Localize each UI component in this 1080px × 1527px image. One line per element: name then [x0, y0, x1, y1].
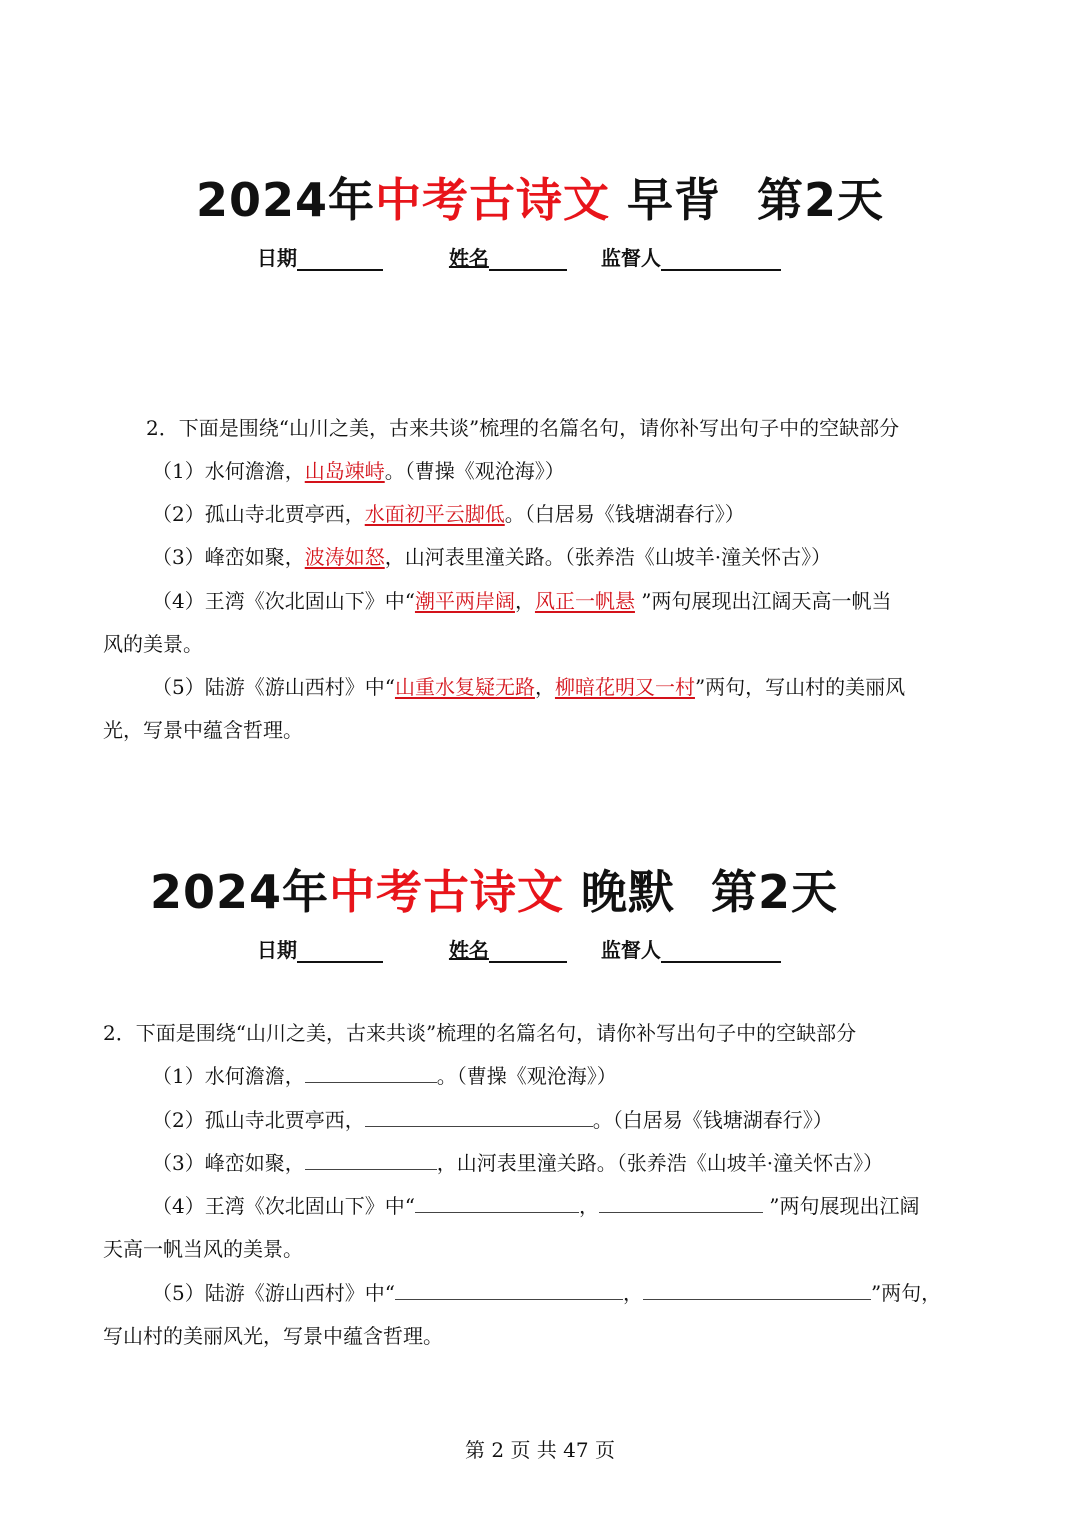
answer-blank[interactable]: [415, 1192, 579, 1213]
morning-item-1: [152, 457, 565, 485]
morning-item-5: [152, 673, 905, 701]
item-text: 。（白居易《钱塘湖春行》）: [592, 1108, 833, 1132]
item-text: ，山河表里潼关路。（张养浩《山坡羊·潼关怀古》）: [436, 1151, 884, 1175]
answer-text: 风正一帆悬: [534, 589, 635, 613]
item-text: （2）孤山寺北贾亭西，: [152, 502, 365, 526]
item-text: ”两句展现出江阔天高一帆当: [634, 589, 892, 613]
answer-blank[interactable]: [305, 1062, 437, 1083]
answer-text: 水面初平云脚低: [364, 502, 505, 526]
morning-title-red: 中考古诗文: [375, 173, 610, 227]
date-blank[interactable]: [297, 939, 383, 963]
answer-blank[interactable]: [305, 1149, 437, 1170]
item-text: （5）陆游《游山西村》中“: [152, 675, 395, 699]
morning-title-day: 第2天: [757, 173, 885, 227]
morning-title-year: 2024年: [195, 173, 375, 227]
item-text: 。（曹操《观沧海》）: [436, 1064, 617, 1088]
item-text: 。（白居易《钱塘湖春行》）: [504, 502, 745, 526]
evening-item-2: [152, 1106, 833, 1134]
answer-blank[interactable]: [365, 1106, 593, 1127]
evening-title-year: 2024年: [149, 865, 329, 919]
item-text: （4）王湾《次北固山下》中“: [152, 589, 415, 613]
supervisor-label: 监督人: [600, 246, 661, 270]
name-label: 姓名: [448, 246, 489, 270]
item-text: （3）峰峦如聚，: [152, 545, 305, 569]
item-text: （5）陆游《游山西村》中“: [152, 1281, 395, 1305]
morning-item-4: [152, 587, 892, 615]
item-text: （2）孤山寺北贾亭西，: [152, 1108, 365, 1132]
item-text: （1）水何澹澹，: [152, 459, 305, 483]
answer-blank[interactable]: [599, 1192, 763, 1213]
evening-title-mode: 晚默: [581, 865, 676, 919]
answer-text: 山重水复疑无路: [394, 675, 535, 699]
item-text: 。（曹操《观沧海》）: [384, 459, 565, 483]
evening-title-day: 第2天: [711, 865, 839, 919]
name-blank[interactable]: [489, 939, 567, 963]
supervisor-blank[interactable]: [661, 247, 781, 271]
answer-text: 柳暗花明又一村: [554, 675, 695, 699]
page-footer: 第 2 页 共 47 页: [465, 1438, 615, 1462]
name-label: 姓名: [448, 938, 489, 962]
item-text: ，: [622, 1281, 643, 1305]
answer-blank[interactable]: [643, 1279, 871, 1300]
item-text: （1）水何澹澹，: [152, 1064, 305, 1088]
answer-text: 潮平两岸阔: [414, 589, 515, 613]
item-text: ，: [534, 675, 555, 699]
name-blank[interactable]: [489, 247, 567, 271]
evening-question-intro: 2．下面是围绕“山川之美，古来共谈”梳理的名篇名句，请你补写出句子中的空缺部分: [103, 1021, 857, 1045]
morning-item-5-cont: 光，写景中蕴含哲理。: [103, 718, 303, 742]
evening-sign-row: [257, 934, 781, 963]
evening-item-1: [152, 1062, 617, 1090]
morning-title-mode: 早背: [627, 173, 722, 227]
answer-text: 波涛如怒: [304, 545, 385, 569]
answer-text: 山岛竦峙: [304, 459, 385, 483]
morning-item-3: [152, 543, 831, 571]
date-blank[interactable]: [297, 247, 383, 271]
item-text: ，: [514, 589, 535, 613]
supervisor-label: 监督人: [600, 938, 661, 962]
item-text: （4）王湾《次北固山下》中“: [152, 1194, 415, 1218]
morning-sign-row: [257, 242, 781, 271]
item-text: ，山河表里潼关路。（张养浩《山坡羊·潼关怀古》）: [384, 545, 832, 569]
answer-blank[interactable]: [395, 1279, 623, 1300]
item-text: ”两句，: [870, 1281, 942, 1305]
item-text: （3）峰峦如聚，: [152, 1151, 305, 1175]
evening-item-5: [152, 1279, 941, 1307]
evening-title: [0, 856, 1034, 922]
morning-item-4-cont: 风的美景。: [103, 632, 203, 656]
item-text: ，: [578, 1194, 599, 1218]
evening-item-4: [152, 1192, 920, 1220]
evening-item-3: [152, 1149, 883, 1177]
morning-question-intro: 2．下面是围绕“山川之美，古来共谈”梳理的名篇名句，请你补写出句子中的空缺部分: [146, 416, 900, 440]
item-text: ”两句，写山村的美丽风: [694, 675, 906, 699]
evening-item-4-cont: 天高一帆当风的美景。: [103, 1237, 303, 1261]
item-text: ”两句展现出江阔: [762, 1194, 920, 1218]
evening-title-red: 中考古诗文: [329, 865, 564, 919]
date-label: 日期: [257, 246, 297, 270]
supervisor-blank[interactable]: [661, 939, 781, 963]
evening-item-5-cont: 写山村的美丽风光，写景中蕴含哲理。: [103, 1324, 443, 1348]
morning-title: [0, 164, 1080, 230]
morning-item-2: [152, 500, 745, 528]
date-label: 日期: [257, 938, 297, 962]
